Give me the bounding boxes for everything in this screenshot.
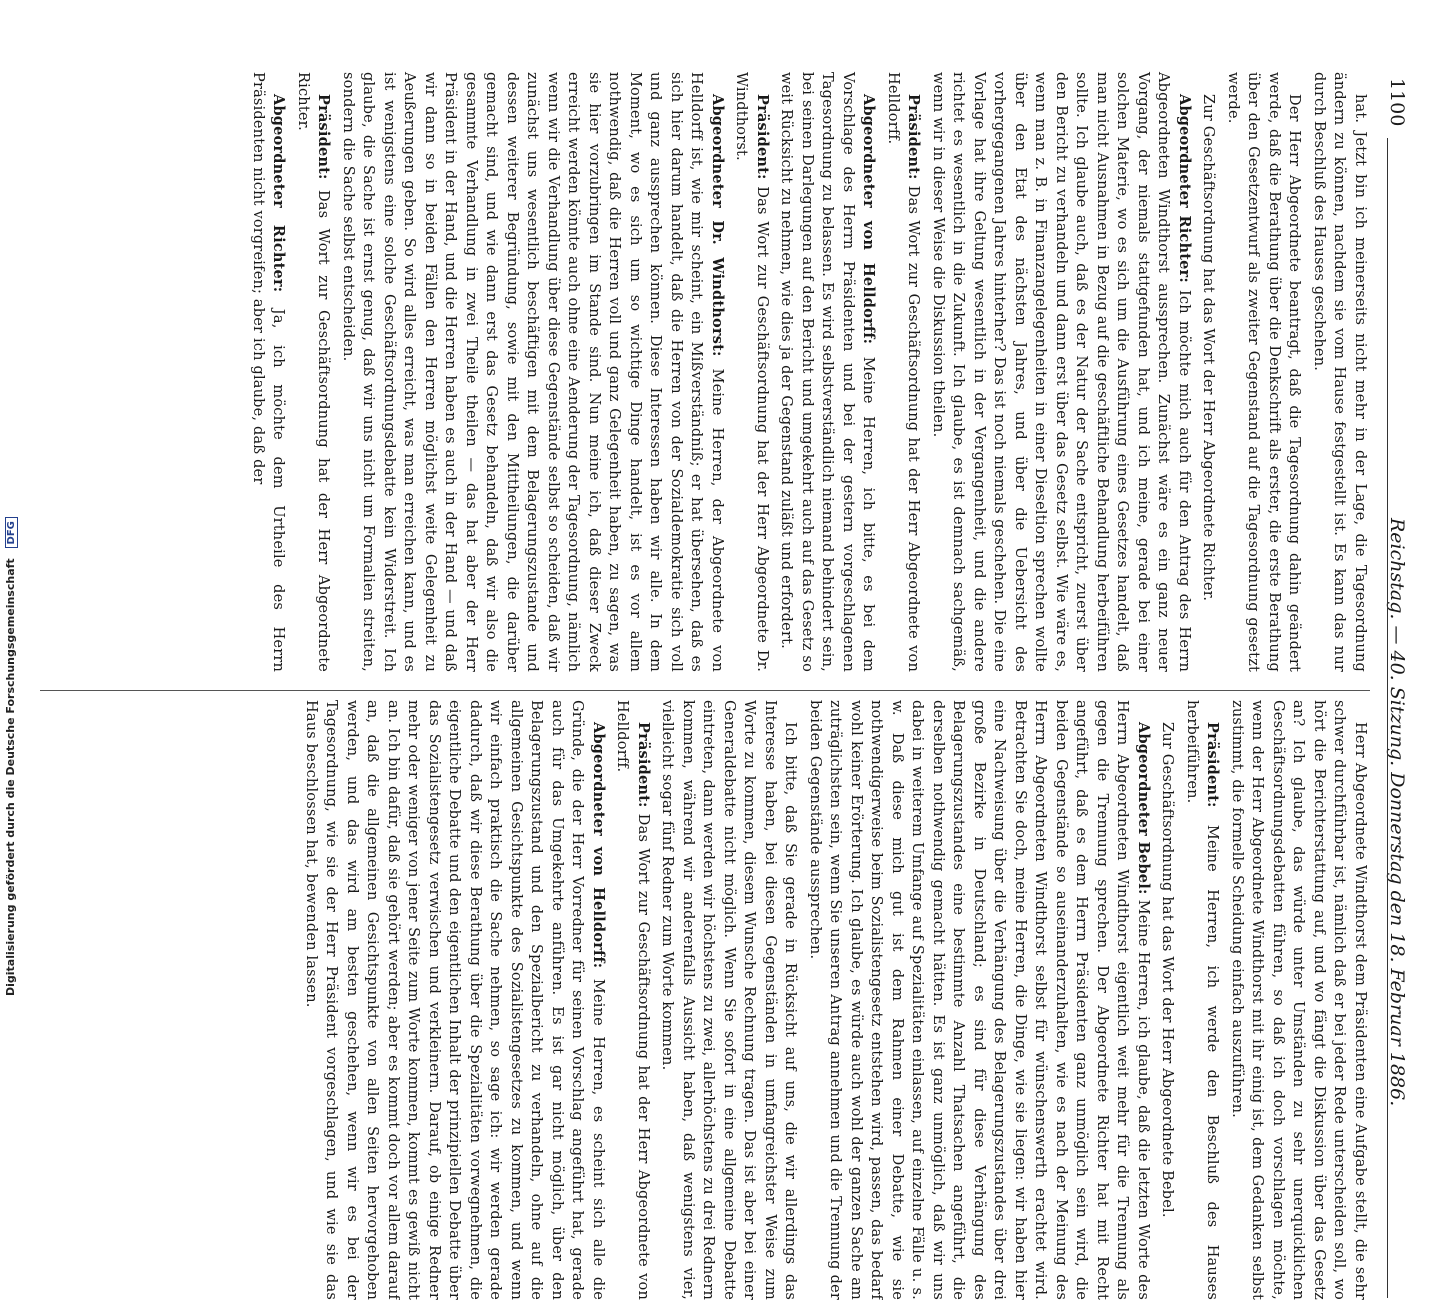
- paragraph-text: Ich bitte, daß Sie gerade in Rücksicht auf uns, die wir allerdings das Interesse haben, bei diesen Gegenständen in umfangreichster Weise zum Worte zu kommen, diesem Wunsche Rechnung tragen. Das ist aber bei einer Generaldebatte nicht möglich. Wenn Sie sofort in eine allgemeine Debatte eintreten, dann werden wir höchstens zu zwei, allerhöchstens zu drei Rednern kommen, während wir anderenfalls Aussicht haben, daß wenigstens vier, vielleicht sogar fünf Redner zum Worte kommen.: [659, 700, 799, 1300]
- paragraph: [1309, 72, 1371, 672]
- paragraph: [1157, 700, 1178, 1300]
- speaker-name: Abgeordneter Bebel:: [1135, 722, 1152, 895]
- paragraph: [731, 72, 772, 672]
- paragraph-text: Das Wort zur Geschäftsordnung hat der Herr Abgeordnete von Helldorff.: [885, 72, 922, 672]
- paragraph-text: Zur Geschäftsordnung hat das Wort der Herr Abgeordnete Bebel.: [1159, 722, 1176, 1218]
- paragraph-text: Der Herr Abgeordnete beantragt, daß die Tagesordnung dahin geändert werde, daß die Berathung über die Denkschrift als erster, die erste Berathung über den Gesetzentwurf als zweiter Gegenstand auf die Tagesordnung gesetzt werde.: [1225, 72, 1303, 672]
- paragraph-text: Ja, ich möchte dem Urtheile des Herrn Präsidenten nicht vorgreifen; aber ich glaube, daß der: [250, 72, 287, 672]
- paragraph: [883, 72, 924, 672]
- paragraph-text: Zur Geschäftsordnung hat das Wort der Herr Abgeordnete Richter.: [1200, 94, 1217, 602]
- speaker-name: Präsident:: [635, 722, 652, 808]
- paragraph-text: Das Wort zur Geschäftsordnung hat der Herr Abgeordnete von Helldorff.: [614, 700, 651, 1300]
- paragraph: [338, 72, 728, 672]
- speaker-name: Abgeordneter von Helldorff:: [590, 722, 607, 969]
- paragraph-text: Das Wort zur Geschäftsordnung hat der Herr Abgeordnete Dr. Windthorst.: [733, 72, 770, 672]
- paragraph-text: Ich möchte mich auch für den Antrag des Herrn Abgeordneten Windthorst aussprechen. Zunächst wäre es ein ganz neuer Vorgang, der niemals stattgefunden hat, und ich meine, gerade bei einer solchen Materie, wo es sich um die Ausführung eines Gesetzes handelt, daß man nicht Ausnahmen in Bezug auf die geschäftliche Behandlung herbeiführen sollte. Ich glaube auch, daß es der Natur der Sache entspricht, zuerst über den Bericht zu verhandeln und dann erst über das Gesetz selbst. Wie wäre es, wenn man z. B. in Finanzangelegenheiten in einer Dieseltion sprechen wollte über den Etat des nächsten Jahres, und über die Uebersicht des vorhergegangenen Jahres hinterher? Das ist noch niemals geschehen. Die eine Vorlage hat ihre Geltung wesentlich in der Vergangenheit, und die andere richtet es wesentlich in die Zukunft. Ich glaube, es ist demnach sachgemäß, wenn wir in dieser Weise die Diskussion theilen.: [930, 72, 1192, 672]
- paragraph: [248, 72, 289, 672]
- funding-credit: Digitalisierung gefördert durch die Deutsche Forschungsgemeinschaft: [4, 558, 17, 996]
- header-rule: [1387, 138, 1388, 1298]
- paragraph: [1182, 700, 1223, 1300]
- speaker-name: Abgeordneter Richter:: [1176, 94, 1193, 283]
- speaker-name: Präsident:: [754, 94, 771, 180]
- running-title: Reichstag. — 40. Sitzung. Donnerstag den 18. Februar 1886.: [1386, 518, 1408, 1107]
- paragraph: [1223, 72, 1305, 672]
- paragraph: [1198, 72, 1219, 672]
- paragraph-text: Herr Abgeordnete Windthorst dem Präsidenten eine Aufgabe stellt, die sehr schwer durchführbar ist, nämlich daß er bei jeder Rede unterscheiden soll, wo hört die Berichterstattung auf, und wo fängt die Diskussion über das Gesetz an? Ich glaube, das würde unter Umständen zu sehr unerquicklichen Geschäftsordnungsdebatten führen, so daß ich doch vorschlagen möchte, wenn der Herr Abgeordnete Windthorst mit ihr einig ist, dem Gedanken selbst zustimmt, die formelle Scheidung einfach auszuführen.: [1229, 700, 1368, 1300]
- paragraph-text: Das Wort zur Geschäftsordnung hat der Herr Abgeordnete Richter.: [295, 72, 332, 672]
- column-divider: [40, 690, 1370, 691]
- page-header: [1380, 78, 1410, 1298]
- paragraph: [657, 700, 801, 1300]
- speaker-name: Abgeordneter Dr. Windthorst:: [709, 94, 726, 357]
- speaker-name: Abgeordneter Richter:: [270, 94, 288, 293]
- paragraph-text: Meine Herren, der Abgeordnete von Helldorff ist, wie mir scheint, ein Mißverständniß; er hat übersehen, daß es sich hier darum handelt, daß die Herren von der Sozialdemokratie sich voll und ganz aussprechen können. Diese Interessen haben wir alle. In dem Moment, wo es sich um so wichtige Dinge handelt, ist es vor allem nothwendig, daß die Herren voll und ganz Gelegenheit haben, zu sagen, was sie hier vorzubringen im Stande sind. Nun meine ich, daß dieser Zweck erreicht werden könnte auch ohne eine Aenderung der Tagesordnung, nämlich wenn wir die Verhandlung über diese Gegenstände selbst so scheiden, daß wir zunächst uns wesentlich beschäftigen mit dem Belagerungszustande und dessen weiterer Begründung, sowie mit den Mittheilungen, die darüber gemacht sind, und wie dann erst das Gesetz behandeln, daß wir also die gesammte Verhandlung in zwei Theile theilen — das hat aber der Herr Präsident in der Hand, und die Herren haben es auch in der Hand — und daß wir dann so in beiden Fällen den Herren möglichst weite Gelegenheit zu Aeußerungen geben. So wird alles erreicht, was man erreichen kann, und es ist wenigstens eine solche Geschäftsordnungsdebatte kein Widerstreit. Ich glaube, die Sache ist ernst genug, daß wir uns nicht um Formalien streiten, sondern die Sache selbst entscheiden.: [340, 72, 725, 672]
- paragraph-text: hat. Jetzt bin ich meinerseits nicht mehr in der Lage, die Tagesordnung ändern zu können, nachdem sie vom Hause festgestellt ist. Es kann das nur durch Beschluß des Hauses geschehen.: [1311, 72, 1368, 672]
- left-column: [244, 72, 1371, 672]
- speaker-name: Abgeordneter von Helldorff:: [860, 94, 878, 345]
- paragraph-text: Meine Herren, ich bitte, es bei dem Vorschlage des Herrn Präsidenten und bei der gestern vorgeschlagenen Tagesordnung zu belassen. Es wird selbstverständlich niemand behindert sein, bei seinen Darlegungen auf den Bericht und umgekehrt auch auf das Gesetz so weit Rücksicht zu nehmen, wie dies ja der Gegenstand zuläßt und erfordert.: [778, 72, 877, 672]
- speaker-name: Präsident:: [905, 94, 923, 180]
- paragraph-text: Meine Herren, ich glaube, daß die letzten Worte des Herrn Abgeordneten Windthorst eigentlich weit mehr für die Trennung als gegen die Trennung sprechen. Der Abgeordnete Richter hat mit Recht angeführt, daß es dem Herrn Präsidenten ganz unmöglich sein wird, die beiden Gegenstände so auseinanderzuhalten, wie es nach der Meinung des Herrn Abgeordneten Windthorst selbst für wünschenswerth erachtet wird. Betrachten Sie doch, meine Herren, die Dinge, wie sie liegen: wir haben hier eine Nachweisung über die Verhängung des Belagerungszustandes über drei große Bezirke in Deutschland; es sind für diese Verhängung des Belagerungszustandes eine bestimmte Anzahl Thatsachen angeführt, die derselben nothwendig gemacht hätten. Es ist ganz unmöglich, daß wir uns dabei in weiterem Umfange auf Spezialitäten einlassen, auf einzelne Fälle u. s. w. Daß diese mich gut ist dem Rahmen einer Debatte, wie sie nothwendigerweise beim Sozialistengesetz entstehen wird, passen, das bedarf wohl keiner Erörterung. Ich glaube, es würde auch wohl der ganzen Sache am zuträglichsten sein, wenn Sie unseren Antrag annehmen und die Trennung der beiden Gegenstände aussprechen.: [807, 700, 1151, 1300]
- paragraph: [1227, 700, 1371, 1300]
- paragraph: [293, 72, 334, 672]
- paragraph: [928, 72, 1195, 672]
- speaker-name: Präsident:: [315, 94, 333, 180]
- dfg-logo: DFG: [5, 517, 18, 548]
- paragraph-text: Meine Herren, ich werde den Beschluß des Hauses herbeiführen.: [1184, 700, 1221, 1300]
- paragraph: [612, 700, 653, 1300]
- paragraph-text: Meine Herren, es scheint sich alle die Gründe, die der Herr Vorredner für seinen Vorschlag angeführt hat, gerade auch für das Umgekehrte anführen. Es ist gar nicht möglich, über den Belagerungszustand und den Spezialbericht zu verhandeln, ohne auf die allgemeinen Gesichtspunkte des Sozialistengesetzes zu kommen, und wenn wir einfach praktisch die Sache nehmen, so sage ich: wir werden gerade dadurch, daß wir diese Berathung über die Spezialitäten vorwegnehmen, die eigentliche Debatte und den eigentlichen Inhalt der prinzipiellen Debatte über das Sozialistengesetz verwischen und verkleinern. Darauf, ob einige Redner mehr oder weniger von jener Seite zum Worte kommen, kommt es gewiß nicht an. Ich bin dafür, daß sie gehört werden; aber es kommt doch vor allem darauf an, daß die allgemeinen Gesichtspunkte von allen Seiten hervorgehoben werden, und das wird am besten geschehen, wenn wir es bei der Tagesordnung, wie sie der Herr Präsident vorgeschlagen, und wie sie das Haus beschlossen hat, bewenden lassen.: [303, 700, 606, 1300]
- paragraph: [805, 700, 1154, 1300]
- speaker-name: Präsident:: [1204, 722, 1222, 808]
- paragraph: [776, 72, 879, 672]
- right-column: [297, 700, 1371, 1300]
- page-number: 1100: [1386, 78, 1408, 127]
- paragraph: [301, 700, 609, 1300]
